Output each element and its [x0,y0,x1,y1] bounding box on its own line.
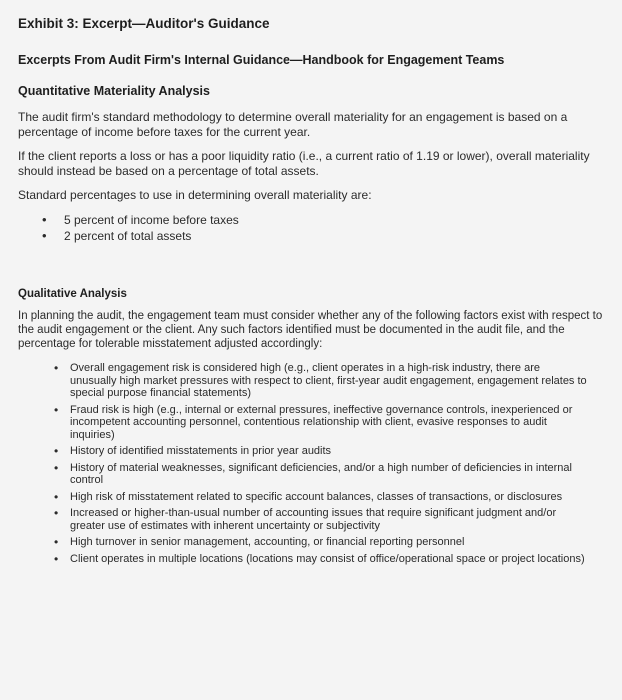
exhibit-title: Exhibit 3: Excerpt—Auditor's Guidance [18,16,270,31]
qualitative-section [18,288,608,565]
factor-item: • High turnover in senior management, accounting, or financial reporting personnel [18,536,608,549]
quantitative-paragraph-1: The audit firm's standard methodology to determine overall materiality for an engagement is based on a percentage of income before taxes for the current year. [18,110,568,139]
factor-item: • Overall engagement risk is considered high (e.g., client operates in a high-risk industry, there are unusually high market pressures with respect to client, first-year audit engagement, engagement relates to special purpose financial statements) [18,362,608,400]
percentage-list [18,212,608,244]
handbook-title: Excerpts From Audit Firm's Internal Guidance—Handbook for Engagement Teams [18,53,505,67]
quantitative-paragraph-2: If the client reports a loss or has a poor liquidity ratio (i.e., a current ratio of 1.19 or lower), overall materiality should instead be based on a percentage of total assets. [18,149,590,178]
qualitative-heading: Qualitative Analysis [18,288,127,300]
factor-item: • Increased or higher-than-usual number of accounting issues that require significant judgment and/or greater use of estimates with inherent uncertainty or subjectivity [18,507,608,532]
qualitative-intro: In planning the audit, the engagement team must consider whether any of the following factors exist with respect to the audit engagement or the client. Any such factors identified must be documented in the audit file, and the percentage for tolerable misstatement adjusted accordingly: [18,310,603,350]
factor-item: • Fraud risk is high (e.g., internal or external pressures, ineffective governance controls, inexperienced or incompetent accounting personnel, contentious relationship with client, evasive responses to audit inquiries) [18,404,608,442]
factor-item: • Client operates in multiple locations (locations may consist of office/operational space or project locations) [18,553,608,566]
percentage-item: • 2 percent of total assets [18,228,608,244]
factor-item: • High risk of misstatement related to specific account balances, classes of transactions, or disclosures [18,491,608,504]
quantitative-paragraph-3: Standard percentages to use in determining overall materiality are: [18,188,372,202]
quantitative-section [18,84,608,244]
factor-item: • History of identified misstatements in prior year audits [18,445,608,458]
percentage-item: • 5 percent of income before taxes [18,212,608,228]
quantitative-heading: Quantitative Materiality Analysis [18,84,210,98]
factor-list [18,362,608,565]
factor-item: • History of material weaknesses, significant deficiencies, and/or a high number of deficiencies in internal control [18,462,608,487]
